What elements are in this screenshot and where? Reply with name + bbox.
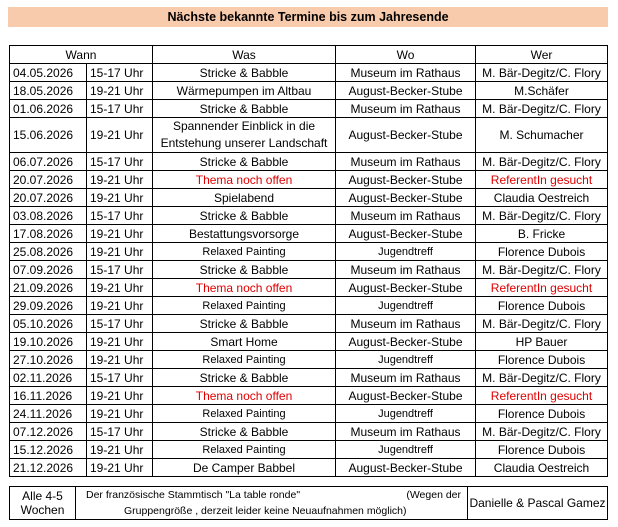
cell-who: M. Bär-Degitz/C. Flory <box>476 315 608 333</box>
cell-what: Stricke & Babble <box>153 100 336 118</box>
cell-who: M. Bär-Degitz/C. Flory <box>476 153 608 171</box>
cell-what: Bestattungsvorsorge <box>153 225 336 243</box>
cell-who: M. Schumacher <box>476 118 608 153</box>
page-title: Nächste bekannte Termine bis zum Jahresende <box>8 7 608 27</box>
table-row <box>10 100 608 118</box>
cell-date: 07.09.2026 <box>10 261 87 279</box>
cell-where: Museum im Rathaus <box>336 261 476 279</box>
table-header-row <box>10 46 608 64</box>
cell-time: 19-21 Uhr <box>87 225 153 243</box>
table-row <box>10 333 608 351</box>
table-row <box>10 315 608 333</box>
cell-date: 18.05.2026 <box>10 82 87 100</box>
cell-date: 20.07.2026 <box>10 189 87 207</box>
cell-date: 19.10.2026 <box>10 333 87 351</box>
header-was: Was <box>153 46 336 64</box>
cell-what: Relaxed Painting <box>153 405 336 423</box>
cell-who: Florence Dubois <box>476 405 608 423</box>
cell-date: 29.09.2026 <box>10 297 87 315</box>
cell-what: Thema noch offen <box>153 171 336 189</box>
table-row <box>10 153 608 171</box>
cell-date: 05.10.2026 <box>10 315 87 333</box>
table-row <box>10 369 608 387</box>
cell-where: Jugendtreff <box>336 441 476 459</box>
cell-who: Florence Dubois <box>476 297 608 315</box>
cell-date: 04.05.2026 <box>10 64 87 82</box>
table-row <box>10 171 608 189</box>
cell-where: August-Becker-Stube <box>336 118 476 153</box>
cell-who: M. Bär-Degitz/C. Flory <box>476 423 608 441</box>
cell-time: 19-21 Uhr <box>87 279 153 297</box>
table-row <box>10 82 608 100</box>
cell-date: 01.06.2026 <box>10 100 87 118</box>
table-row <box>10 387 608 405</box>
header-wo: Wo <box>336 46 476 64</box>
footer-desc-note1: (Wegen der <box>406 489 461 501</box>
cell-who: ReferentIn gesucht <box>476 171 608 189</box>
cell-date: 24.11.2026 <box>10 405 87 423</box>
cell-date: 16.11.2026 <box>10 387 87 405</box>
cell-who: Claudia Oestreich <box>476 459 608 477</box>
cell-what: Stricke & Babble <box>153 423 336 441</box>
cell-what: Stricke & Babble <box>153 369 336 387</box>
cell-where: August-Becker-Stube <box>336 387 476 405</box>
cell-what: Relaxed Painting <box>153 297 336 315</box>
cell-time: 15-17 Uhr <box>87 207 153 225</box>
cell-date: 06.07.2026 <box>10 153 87 171</box>
cell-where: August-Becker-Stube <box>336 279 476 297</box>
header-wann: Wann <box>10 46 153 64</box>
cell-who: M. Bär-Degitz/C. Flory <box>476 100 608 118</box>
cell-where: August-Becker-Stube <box>336 333 476 351</box>
cell-time: 19-21 Uhr <box>87 459 153 477</box>
cell-time: 15-17 Uhr <box>87 315 153 333</box>
cell-where: August-Becker-Stube <box>336 459 476 477</box>
cell-what: Stricke & Babble <box>153 64 336 82</box>
cell-where: August-Becker-Stube <box>336 82 476 100</box>
cell-what: Spannender Einblick in die Entstehung unserer Landschaft <box>153 118 336 153</box>
table-row <box>10 243 608 261</box>
cell-where: August-Becker-Stube <box>336 189 476 207</box>
cell-time: 19-21 Uhr <box>87 387 153 405</box>
cell-what: De Camper Babbel <box>153 459 336 477</box>
cell-what: Relaxed Painting <box>153 441 336 459</box>
cell-where: Jugendtreff <box>336 351 476 369</box>
cell-what: Stricke & Babble <box>153 207 336 225</box>
footer-row <box>10 487 608 520</box>
table-row <box>10 261 608 279</box>
cell-time: 15-17 Uhr <box>87 369 153 387</box>
table-row <box>10 405 608 423</box>
footer-who: Danielle & Pascal Gamez <box>468 487 608 520</box>
footer-interval-line2: Wochen <box>20 503 65 517</box>
cell-who: Florence Dubois <box>476 243 608 261</box>
cell-time: 19-21 Uhr <box>87 189 153 207</box>
cell-date: 25.08.2026 <box>10 243 87 261</box>
cell-time: 19-21 Uhr <box>87 351 153 369</box>
cell-what: Smart Home <box>153 333 336 351</box>
cell-date: 02.11.2026 <box>10 369 87 387</box>
cell-who: B. Fricke <box>476 225 608 243</box>
cell-what: Stricke & Babble <box>153 315 336 333</box>
header-wer: Wer <box>476 46 608 64</box>
cell-who: Claudia Oestreich <box>476 189 608 207</box>
cell-time: 19-21 Uhr <box>87 297 153 315</box>
footer-table <box>9 486 608 520</box>
cell-date: 21.09.2026 <box>10 279 87 297</box>
cell-where: Jugendtreff <box>336 297 476 315</box>
footer-desc-note2: Gruppengröße , derzeit leider keine Neuaufnahmen möglich) <box>124 505 407 517</box>
cell-date: 15.12.2026 <box>10 441 87 459</box>
cell-time: 15-17 Uhr <box>87 100 153 118</box>
cell-what: Wärmepumpen im Altbau <box>153 82 336 100</box>
cell-what: Thema noch offen <box>153 279 336 297</box>
cell-who: M. Bär-Degitz/C. Flory <box>476 261 608 279</box>
cell-time: 15-17 Uhr <box>87 423 153 441</box>
cell-where: Museum im Rathaus <box>336 153 476 171</box>
cell-time: 19-21 Uhr <box>87 333 153 351</box>
cell-what: Stricke & Babble <box>153 261 336 279</box>
cell-date: 03.08.2026 <box>10 207 87 225</box>
table-row <box>10 207 608 225</box>
cell-who: M.Schäfer <box>476 82 608 100</box>
cell-date: 20.07.2026 <box>10 171 87 189</box>
table-row <box>10 64 608 82</box>
cell-date: 17.08.2026 <box>10 225 87 243</box>
table-row <box>10 459 608 477</box>
cell-time: 19-21 Uhr <box>87 82 153 100</box>
cell-date: 27.10.2026 <box>10 351 87 369</box>
cell-what: Stricke & Babble <box>153 153 336 171</box>
cell-who: M. Bär-Degitz/C. Flory <box>476 369 608 387</box>
table-row <box>10 351 608 369</box>
footer-interval-line1: Alle 4-5 <box>22 489 63 503</box>
cell-date: 07.12.2026 <box>10 423 87 441</box>
cell-where: Jugendtreff <box>336 243 476 261</box>
footer-desc-main: Der französische Stammtisch "La table ronde" <box>86 489 301 501</box>
table-row <box>10 441 608 459</box>
cell-who: ReferentIn gesucht <box>476 279 608 297</box>
cell-where: Museum im Rathaus <box>336 369 476 387</box>
cell-where: Jugendtreff <box>336 405 476 423</box>
table-row <box>10 225 608 243</box>
cell-who: Florence Dubois <box>476 441 608 459</box>
table-row <box>10 423 608 441</box>
cell-time: 15-17 Uhr <box>87 261 153 279</box>
cell-who: M. Bär-Degitz/C. Flory <box>476 64 608 82</box>
footer-description <box>76 487 468 520</box>
table-row <box>10 118 608 153</box>
table-row <box>10 279 608 297</box>
cell-where: August-Becker-Stube <box>336 171 476 189</box>
cell-what: Thema noch offen <box>153 387 336 405</box>
table-row <box>10 189 608 207</box>
cell-date: 21.12.2026 <box>10 459 87 477</box>
cell-what: Relaxed Painting <box>153 243 336 261</box>
cell-who: ReferentIn gesucht <box>476 387 608 405</box>
cell-time: 19-21 Uhr <box>87 405 153 423</box>
cell-where: August-Becker-Stube <box>336 225 476 243</box>
cell-time: 19-21 Uhr <box>87 243 153 261</box>
cell-where: Museum im Rathaus <box>336 100 476 118</box>
cell-who: HP Bauer <box>476 333 608 351</box>
cell-time: 19-21 Uhr <box>87 118 153 153</box>
cell-time: 15-17 Uhr <box>87 64 153 82</box>
cell-who: Florence Dubois <box>476 351 608 369</box>
table-row <box>10 297 608 315</box>
cell-where: Museum im Rathaus <box>336 207 476 225</box>
cell-time: 19-21 Uhr <box>87 441 153 459</box>
cell-time: 15-17 Uhr <box>87 153 153 171</box>
cell-where: Museum im Rathaus <box>336 423 476 441</box>
cell-what: Relaxed Painting <box>153 351 336 369</box>
cell-date: 15.06.2026 <box>10 118 87 153</box>
cell-where: Museum im Rathaus <box>336 64 476 82</box>
cell-time: 19-21 Uhr <box>87 171 153 189</box>
footer-interval <box>10 487 76 520</box>
schedule-table <box>9 45 608 477</box>
cell-where: Museum im Rathaus <box>336 315 476 333</box>
cell-what: Spielabend <box>153 189 336 207</box>
cell-who: M. Bär-Degitz/C. Flory <box>476 207 608 225</box>
